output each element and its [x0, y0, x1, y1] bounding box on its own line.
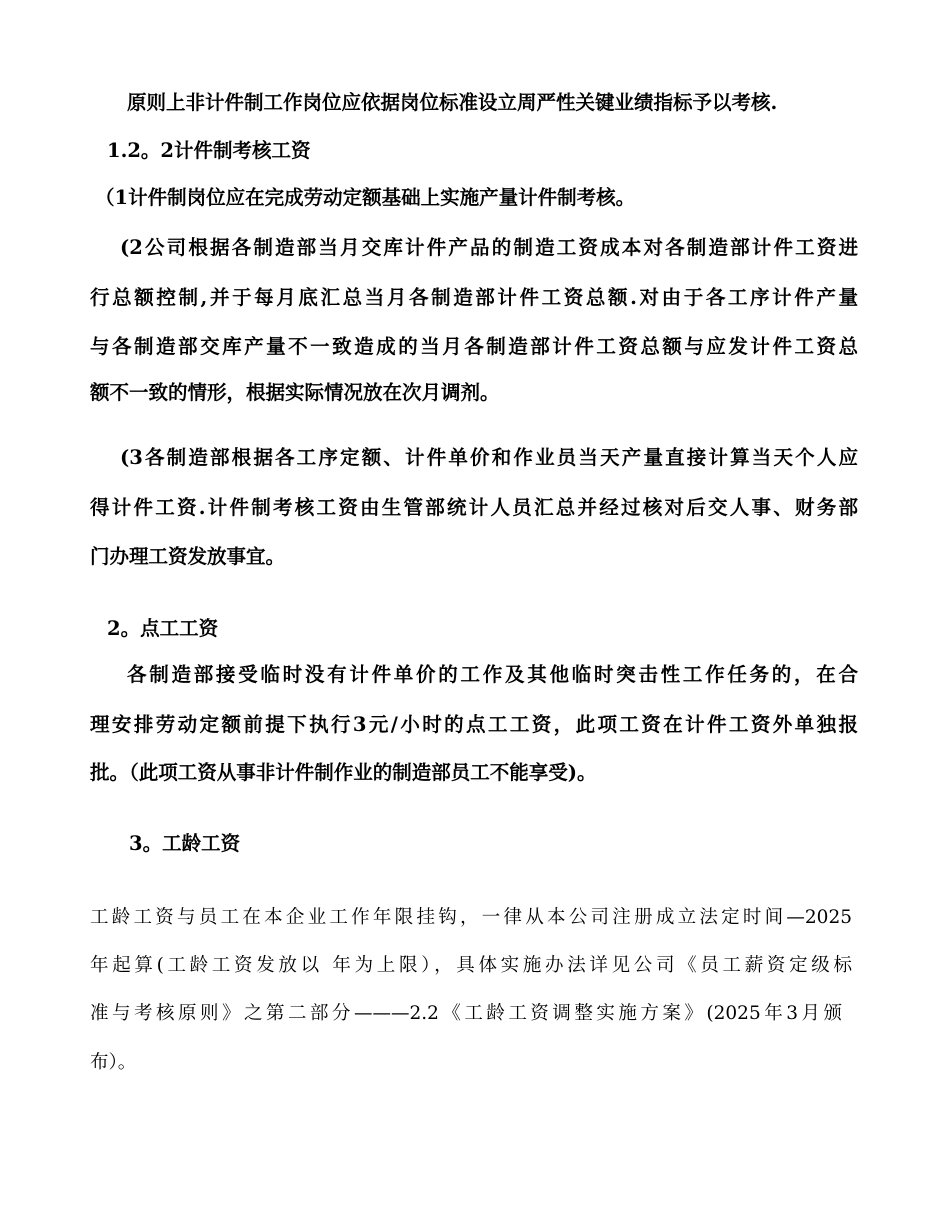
paragraph-line-12: 各制造部接受临时没有计件单价的工作及其他临时突击性工作任务的，在合 [127, 663, 858, 686]
paragraph-line-14: 批。（此项工资从事非计件制作业的制造部员工不能享受)。 [90, 761, 597, 784]
section-heading-3: 3。工龄工资 [129, 832, 241, 855]
paragraph-line-3: （1计件制岗位应在完成劳动定额基础上实施产量计件制考核。 [95, 186, 636, 209]
paragraph-line-17: 年起算(工龄工资发放以 年为上限），具体实施办法详见公司《员工薪资定级标 [90, 955, 852, 976]
section-heading-1-2-2: 1.2。2计件制考核工资 [107, 139, 311, 162]
paragraph-line-16: 工龄工资与员工在本企业工作年限挂钩，一律从本公司注册成立法定时间—2025 [90, 907, 852, 928]
paragraph-line-5: 行总额控制,并于每月底汇总当月各制造部计件工资总额.对由于各工序计件产量 [90, 286, 859, 309]
paragraph-line-9: 得计件工资.计件制考核工资由生管部统计人员汇总并经过核对后交人事、财务部 [90, 496, 858, 519]
paragraph-line-18: 准与考核原则》之第二部分———2.2《工龄工资调整实施方案》(2025年3月颁 [90, 1003, 842, 1024]
paragraph-line-8: (3各制造部根据各工序定额、计件单价和作业员当天产量直接计算当天个人应 [120, 446, 858, 469]
section-heading-2: 2。点工工资 [107, 617, 219, 640]
paragraph-line-1: 原则上非计件制工作岗位应依据岗位标准设立周严性关键业绩指标予以考核. [127, 91, 778, 114]
paragraph-line-4: (2公司根据各制造部当月交库计件产品的制造工资成本对各制造部计件工资进 [120, 236, 858, 259]
paragraph-line-19: 布）。 [90, 1052, 137, 1073]
paragraph-line-7: 额不一致的情形，根据实际情况放在次月调剂。 [90, 381, 500, 404]
paragraph-line-6: 与各制造部交库产量不一致造成的当月各制造部计件工资总额与应发计件工资总 [90, 335, 858, 358]
paragraph-line-10: 门办理工资发放事宜。 [90, 545, 286, 568]
paragraph-line-13: 理安排劳动定额前提下执行3元/小时的点工工资，此项工资在计件工资外单独报 [90, 713, 858, 736]
